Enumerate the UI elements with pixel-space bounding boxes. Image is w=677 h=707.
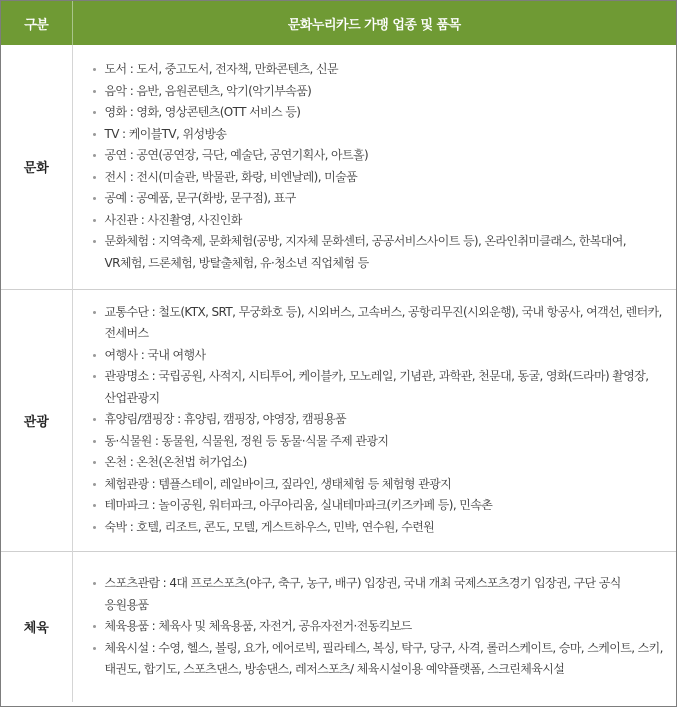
item-text: 사진관 : 사진촬영, 사진인화 [104,212,242,227]
list-item [89,145,667,167]
bullet-icon [93,90,96,93]
list-item [89,366,667,409]
list-item [89,431,667,453]
category-label: 문화 [1,45,72,289]
category-label: 체육 [1,551,72,702]
list-item [89,474,667,496]
list-item [89,59,667,81]
list-item [89,167,667,189]
bullet-icon [93,461,96,464]
list-item [89,102,667,124]
list-item [89,210,667,232]
header-items: 문화누리카드 가맹 업종 및 품목 [72,1,676,45]
items-cell [72,45,676,289]
bullet-icon [93,625,96,628]
item-text: 교통수단 : 철도(KTX, SRT, 무궁화호 등), 시외버스, 고속버스, 공항리무진(시외운행), 국내 항공사, 여객선, 렌터카, 전세버스 [104,304,662,341]
item-text: TV : 케이블TV, 위성방송 [104,126,227,141]
item-list [73,573,677,681]
item-text: 체육용품 : 체육사 및 체육용품, 자전거, 공유자전거·전동킥보드 [104,619,412,633]
list-item [89,638,667,681]
item-text: 체험관광 : 템플스테이, 레일바이크, 짚라인, 생태체험 등 체험형 관광지 [104,476,452,491]
bullet-icon [93,176,96,179]
category-label: 관광 [1,289,72,551]
bullet-icon [93,526,96,529]
list-item [89,231,667,274]
item-text: 영화 : 영화, 영상콘텐츠(OTT 서비스 등) [104,105,301,120]
item-text: 스포츠관람 : 4대 프로스포츠(야구, 축구, 농구, 배구) 입장권, 국내 개최 국제스포츠경기 입장권, 구단 공식 응원용품 [104,576,621,612]
list-item [89,81,667,103]
bullet-icon [93,440,96,443]
item-text: 휴양림/캠핑장 : 휴양림, 캠핑장, 야영장, 캠핑용품 [104,412,346,427]
item-text: 공연 : 공연(공연장, 극단, 예술단, 공연기획사, 아트홀) [104,148,369,163]
table-header-row [1,1,676,45]
header-category: 구분 [1,1,72,45]
bullet-icon [93,375,96,378]
item-text: 여행사 : 국내 여행사 [104,347,206,362]
list-item [89,573,667,616]
item-text: 체육시설 : 수영, 헬스, 볼링, 요가, 에어로빅, 필라테스, 복싱, 탁구, 당구, 사격, 롤러스케이트, 승마, 스케이트, 스키, 태권도, 합기도, 스포츠댄스, 방송댄스, 레저스포츠/ 체육시설이용 예약플랫폼, 스크린체육시설 [104,640,663,676]
items-cell [72,289,676,551]
bullet-icon [93,504,96,507]
item-text: 도서 : 도서, 중고도서, 전자책, 만화콘텐츠, 신문 [104,62,338,77]
table-row-culture [1,45,676,289]
table-row-tourism [1,289,676,551]
list-item [89,188,667,210]
table-row-sports [1,551,676,702]
items-cell [72,551,676,702]
item-text: 전시 : 전시(미술관, 박물관, 화랑, 비엔날레), 미술품 [104,169,358,184]
bullet-icon [93,68,96,71]
item-text: 테마파크 : 놀이공원, 워터파크, 아쿠아리움, 실내테마파크(키즈카페 등), 민속촌 [104,498,493,513]
bullet-icon [93,582,96,585]
bullet-icon [93,240,96,243]
item-text: 공예 : 공예품, 문구(화방, 문구점), 표구 [104,191,296,206]
bullet-icon [93,133,96,136]
bullet-icon [93,111,96,114]
bullet-icon [93,197,96,200]
item-text: 온천 : 온천(온천법 허가업소) [104,455,247,470]
list-item [89,124,667,146]
item-list [73,59,677,274]
list-item [89,616,667,638]
item-text: 동·식물원 : 동물원, 식물원, 정원 등 동물·식물 주제 관광지 [104,433,389,448]
bullet-icon [93,647,96,650]
item-text: 관광명소 : 국립공원, 사적지, 시티투어, 케이블카, 모노레일, 기념관, 과학관, 천문대, 동굴, 영화(드라마) 촬영장, 산업관광지 [104,369,649,405]
list-item [89,452,667,474]
bullet-icon [93,219,96,222]
list-item [89,302,667,345]
item-text: 숙박 : 호텔, 리조트, 콘도, 모텔, 게스트하우스, 민박, 연수원, 수련원 [104,519,435,534]
bullet-icon [93,154,96,157]
item-text: 문화체험 : 지역축제, 문화체험(공방, 지자체 문화센터, 공공서비스사이트 등), 온라인취미클래스, 한복대여, VR체험, 드론체험, 방탈출체험, 유·청소년 직업체험 등 [104,234,626,270]
list-item [89,495,667,517]
list-item [89,517,667,539]
bullet-icon [93,311,96,314]
bullet-icon [93,418,96,421]
item-list [73,302,677,539]
bullet-icon [93,354,96,357]
list-item [89,409,667,431]
category-table [1,1,676,702]
bullet-icon [93,483,96,486]
item-text: 음악 : 음반, 음원콘텐츠, 악기(악기부속품) [104,83,312,98]
list-item [89,345,667,367]
